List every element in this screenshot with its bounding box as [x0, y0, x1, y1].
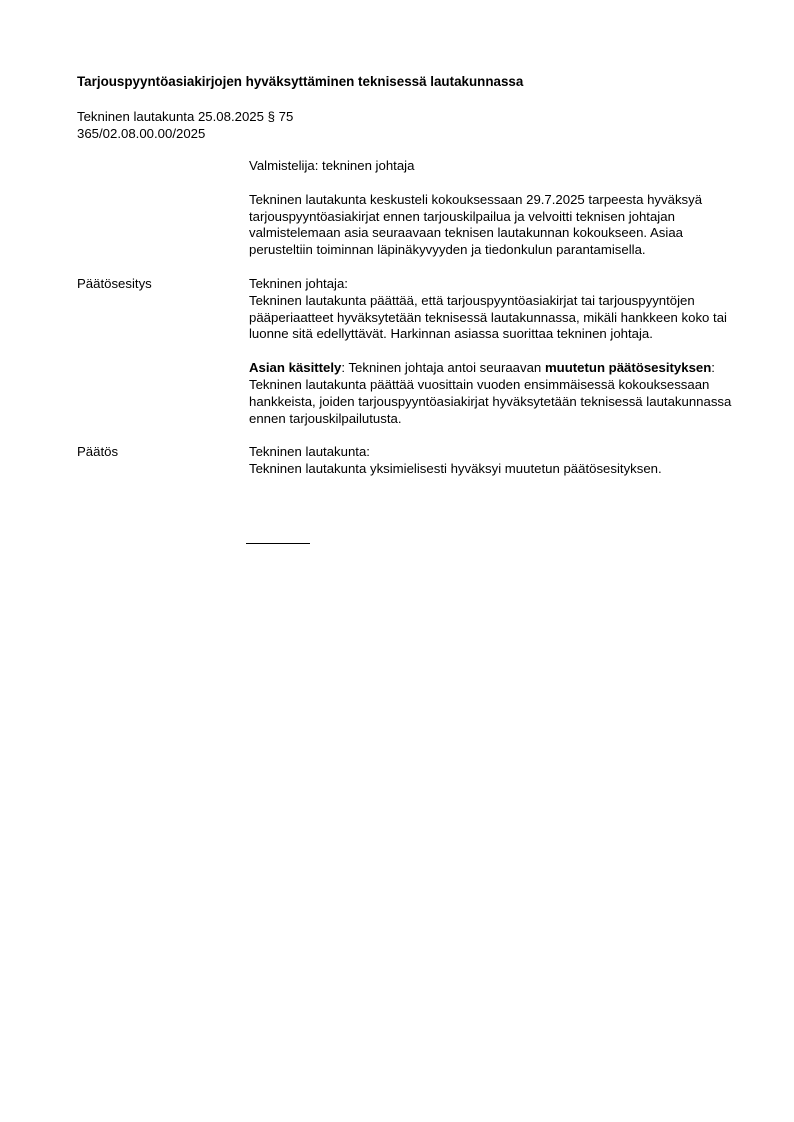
handling-colon: :: [711, 360, 715, 376]
preparer: Valmistelija: tekninen johtaja: [249, 158, 415, 173]
proposal-label: Päätösesitys: [77, 275, 152, 291]
proposal-text: Tekninen lautakunta päättää, että tarjouspyyntöasiakirjat tai tarjouspyyntöjen pääperiaatteet hyväksytetään teknisessä lautakunnassa, mikäli hankkeen koko tai luonne sitä edellyttävät. Harkinnan asiassa suorittaa tekninen johtaja.: [249, 292, 727, 342]
preparation-row: [77, 158, 737, 259]
decision-author: Tekninen lautakunta:: [249, 444, 370, 460]
amended-text: Tekninen lautakunta päättää vuosittain vuoden ensimmäisessä kokouksessaan hankkeista, joiden tarjouspyyntöasiakirjat hyväksytetään teknisessä lautakunnassa ennen tarjouskilpailutusta.: [249, 376, 732, 426]
handling-label: Asian käsittely: [249, 360, 342, 376]
end-divider: [246, 543, 310, 544]
reference-number: 365/02.08.00.00/2025: [77, 125, 206, 141]
decision-content: [249, 444, 737, 478]
proposal-row: [77, 276, 737, 427]
amended-label: muutetun päätösesityksen: [544, 360, 712, 376]
preparation-label: [77, 158, 249, 259]
meeting-meta: [77, 109, 293, 142]
background-text: Tekninen lautakunta keskusteli kokouksessaan 29.7.2025 tarpeesta hyväksyä tarjouspyyntöasiakirjat ennen tarjouskilpailua ja velvoitti teknisen johtajan valmistelemaan asia seuraavaan teknisen lautakunnan kokoukseen. Asiaa perusteltiin toiminnan läpinäkyvyyden ja tiedonkulun parantamisella.: [249, 191, 703, 258]
document-title: Tarjouspyyntöasiakirjojen hyväksyttäminen teknisessä lautakunnassa: [77, 74, 524, 89]
minutes-body: [77, 158, 737, 478]
decision-text: Tekninen lautakunta yksimielisesti hyväksyi muutetun päätösesityksen.: [249, 461, 662, 477]
meeting-line: Tekninen lautakunta 25.08.2025 § 75: [77, 109, 294, 124]
handling-text: : Tekninen johtaja antoi seuraavan: [341, 360, 545, 376]
decision-row: [77, 444, 737, 478]
proposal-content: [249, 276, 737, 427]
preparation-content: [249, 158, 737, 259]
proposal-author: Tekninen johtaja:: [249, 275, 348, 291]
handling-paragraph: [249, 360, 737, 377]
decision-label: Päätös: [77, 444, 119, 460]
